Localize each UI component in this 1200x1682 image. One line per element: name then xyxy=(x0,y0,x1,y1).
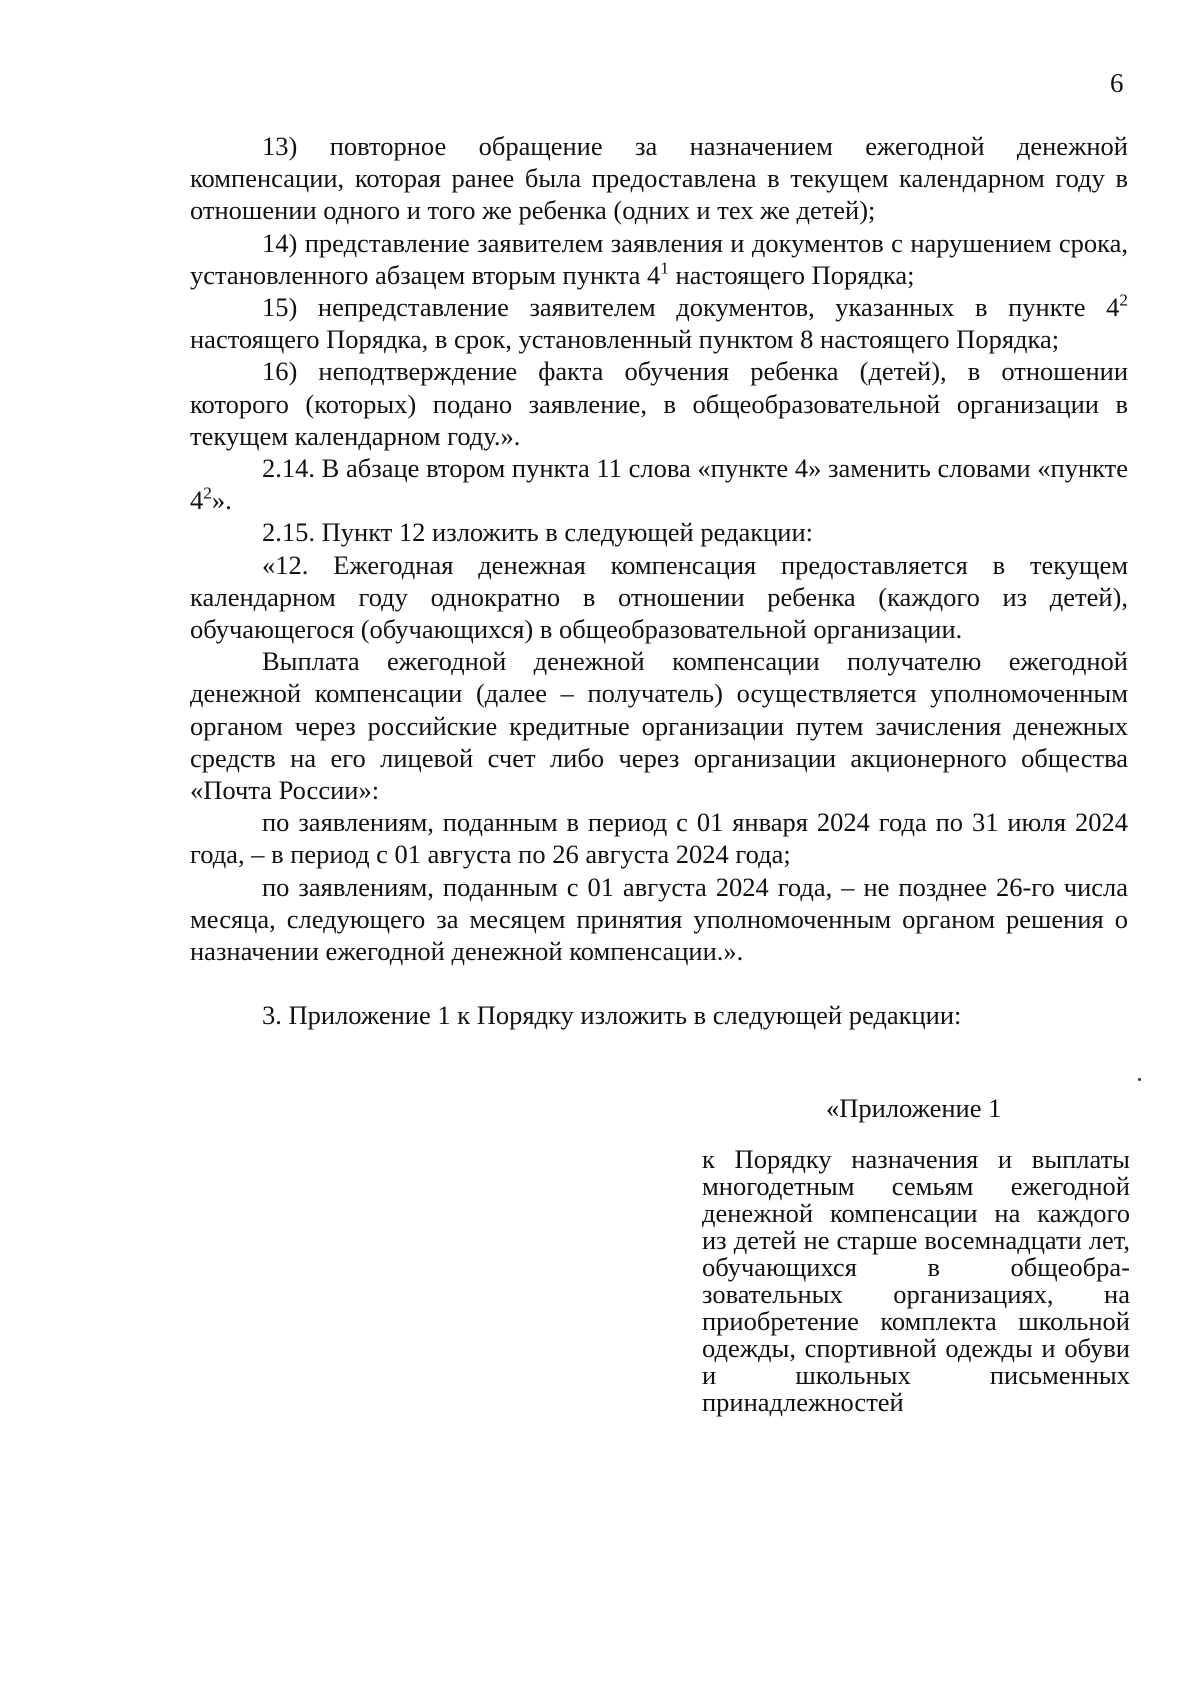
paragraph-text: 2.14. В абзаце втором пункта 11 слова «пункте 4» заменить словами «пункте 4 xyxy=(190,453,1128,516)
appendix-title: «Приложение 1 xyxy=(826,1093,1002,1123)
paragraph-2-14 xyxy=(190,452,1128,516)
paragraph-period-first: по заявлениям, поданным в период с 01 января 2024 года по 31 июля 2024 года, – в период с 01 августа по 26 августа 2024 года; xyxy=(190,807,1128,870)
paragraph-item-14 xyxy=(190,227,1128,291)
paragraph-payment: Выплата ежегодной денежной компенсации получателю ежегодной денежной компенсации (далее – получатель) осуществляется уполномоченным органом через российские кредитные организации путем зачисления денежных средств на его лицевой счет либо через организации акционерного общества «Почта России»: xyxy=(190,646,1128,806)
paragraph-period-second: по заявлениям, поданным с 01 августа 2024 года, – не позднее 26-го числа месяца, следующего за месяцем принятия уполномоченным органом решения о назначении ежегодной денежной компенсации.». xyxy=(190,871,1128,967)
paragraph-point-12: «12. Ежегодная денежная компенсация предоставляется в текущем календарном году однократно в отношении ребенка (каждого из детей), обучающегося (обучающихся) в общеобразовательной организации. xyxy=(190,549,1128,645)
page-number: 6 xyxy=(1110,68,1124,98)
paragraph-item-15 xyxy=(190,291,1128,355)
superscript: 2 xyxy=(1119,290,1128,310)
paragraph-2-15: 2.15. Пункт 12 изложить в следующей редакции: xyxy=(262,517,814,548)
superscript: 2 xyxy=(203,483,212,503)
appendix-caption: к Порядку назначения и выплаты многодетным семьям ежегодной денежной компенсации на каждого из детей не старше восемнадцати лет, обучающихся в общеобра-зовательных организациях, на приобретение комплекта школьной одежды, спортивной одежды и обуви и школьных письменных принадлежностей xyxy=(702,1144,1130,1417)
paragraph-text: настоящего Порядка, в срок, установленный пунктом 8 настоящего Порядка; xyxy=(190,324,1060,355)
paragraph-text: ». xyxy=(211,485,232,516)
paragraph-text: 14) представление заявителем заявления и документов с нарушением срока, установленного абзацем вторым пункта 4 xyxy=(190,227,1128,290)
scan-artifact xyxy=(1138,1078,1141,1081)
superscript: 1 xyxy=(660,258,669,278)
document-body xyxy=(190,130,1128,1031)
paragraph-item-13: 13) повторное обращение за назначением ежегодной денежной компенсации, которая ранее была предоставлена в текущем календарном году в отношении одного и того же ребенка (одних и тех же детей); xyxy=(190,131,1128,226)
section-heading: 3. Приложение 1 к Порядку изложить в следующей редакции: xyxy=(262,1000,962,1031)
paragraph-item-16: 16) неподтверждение факта обучения ребенка (детей), в отношении которого (которых) подано заявление, в общеобразовательной организации в текущем календарном году.». xyxy=(190,356,1128,451)
paragraph-text: настоящего Порядка; xyxy=(668,259,915,290)
paragraph-text: 15) непредставление заявителем документов, указанных в пункте 4 xyxy=(262,292,1120,323)
